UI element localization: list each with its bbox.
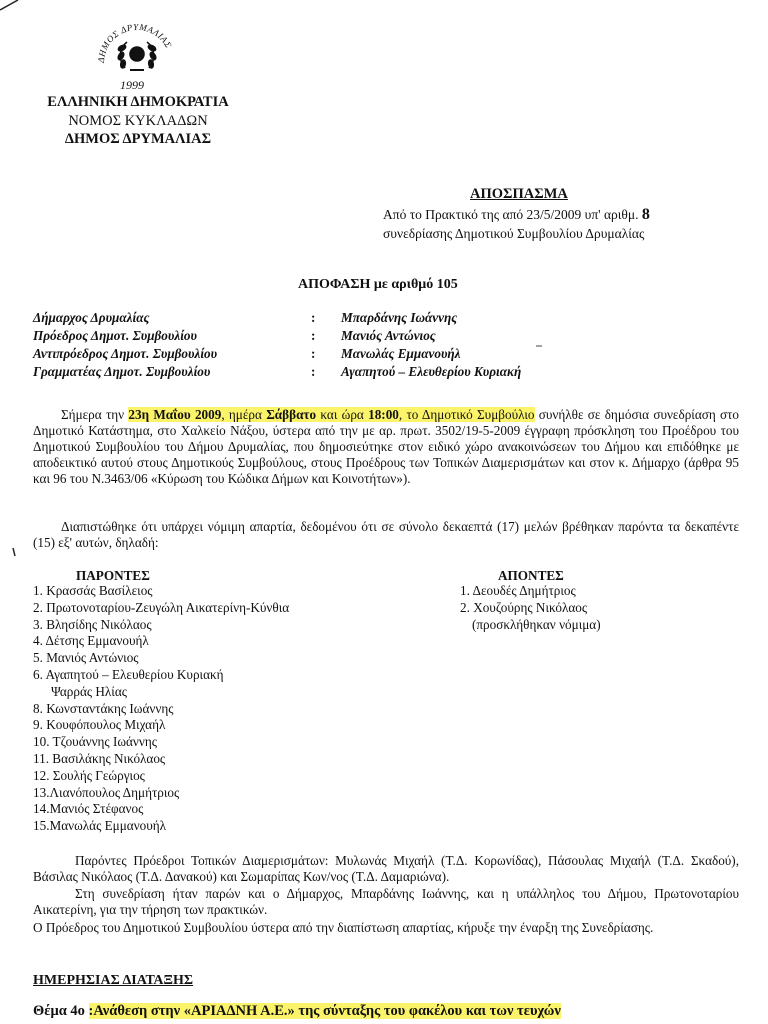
p1-text-c: και ώρα	[320, 407, 364, 422]
list-item: 6. Αγαπητού – Ελευθερίου Κυριακή	[33, 666, 224, 682]
list-item: 8. Κωνσταντάκης Ιωάννης	[33, 700, 174, 716]
decision-title: ΑΠΟΦΑΣΗ με αριθμό 105	[298, 277, 458, 292]
official-name: Αγαπητού – Ελευθερίου Κυριακή	[341, 364, 522, 379]
list-item: 4. Δέτσης Εμμανουήλ	[33, 633, 149, 649]
official-sep: :	[311, 328, 316, 343]
official-row	[33, 310, 739, 327]
presidents-paragraph: Παρόντες Πρόεδροι Τοπικών Διαμερισμάτων: Μυλωνάς Μιχαήλ (Τ.Δ. Κορωνίδας), Πάσουλας Μιχαήλ (Τ.Δ. Σκαδού), Βάσιλας Νικόλαος (Τ.Δ. Δανακού) και Σωμαρίπας Κων/νος (Τ.Δ. Δαμαριώνα).	[33, 853, 739, 884]
official-role: Αντιπρόεδρος Δημοτ. Συμβουλίου	[33, 346, 218, 361]
logo-year: 1999	[120, 78, 144, 92]
list-item: 2. Πρωτονοταρίου-Ζευγώλη Αικατερίνη-Κύνθια	[33, 599, 290, 615]
official-row	[33, 328, 739, 345]
official-role: Δήμαρχος Δρυμαλίας	[33, 310, 150, 325]
logo-arc-text: ΔΗΜΟΣ ΔΡΥΜΑΛΙΑΣ	[95, 21, 174, 64]
header-municipality: ΔΗΜΟΣ ΔΡΥΜΑΛΙΑΣ	[64, 131, 212, 147]
list-item: 1. Δεουδές Δημήτριος	[460, 583, 576, 598]
p1-text-a: Σήμερα την	[61, 407, 125, 422]
absent-header: ΑΠΟΝΤΕΣ	[498, 568, 564, 583]
list-item: 14.Μανιός Στέφανος	[33, 801, 144, 817]
laurel-wreath-icon	[117, 42, 157, 70]
p1-text-b: , ημέρα	[221, 407, 262, 422]
subject-text: :Ανάθεση στην «ΑΡΙΑΔΝΗ Α.Ε.» της σύνταξης του φακέλου και των τευχών	[88, 1003, 561, 1019]
session-time: 18:00	[368, 407, 399, 422]
list-item: 12. Σουλής Γεώργιος	[33, 767, 145, 783]
extract-line1	[383, 206, 650, 224]
list-item: 9. Κουφόπουλος Μιχαήλ	[33, 717, 166, 733]
official-sep: :	[311, 364, 316, 379]
official-name: Μανωλάς Εμμανουήλ	[341, 346, 461, 361]
present-header: ΠΑΡΟΝΤΕΣ	[76, 568, 150, 583]
agenda-subject	[33, 1003, 561, 1020]
official-sep: :	[311, 310, 316, 325]
attendance-paragraph: Στη συνεδρίαση ήταν παρών και ο Δήμαρχος, Μπαρδάνης Ιωάννης, και η υπάλληλος του Δήμου, Πρωτονοταρίου Αικατερίνη, για την τήρηση των πρακτικών.	[33, 886, 739, 917]
p1-text-d: , το Δημοτικό Συμβούλιο	[398, 407, 535, 422]
agenda-title: ΗΜΕΡΗΣΙΑΣ ΔΙΑΤΑΞΗΣ	[33, 973, 194, 988]
subject-label: Θέμα 4ο	[33, 1003, 85, 1019]
official-sep: :	[311, 346, 316, 361]
list-item: 5. Μανιός Αντώνιος	[33, 650, 139, 666]
official-row	[33, 346, 739, 363]
p1-text-rest: συνήλθε σε δημόσια συνεδρίαση στο Δημοτικό Κατάστημα, στο Χαλκείο Νάξου, ύστερα από την με αρ. πρωτ. 3502/19-5-2009 έγγραφη πρόσκληση του Προέδρου του Δημοτικού Συμβουλίου του Δήμου Δρυμαλίας, που δημοσιεύτηκε στον ειδικό χώρο ανακοινώσεων του Δήμου και επιδόθηκε με αποδεικτικό αυτού στους Δημοτικούς Συμβούλους, στους Προέδρους των Τοπικών Διαμερισμάτων και στον κ. Δήμαρχο (άρθρα 95 και 96 του Ν.3463/06 «Κύρωση του Κώδικα Δήμων και Κοινοτήτων»).	[33, 407, 740, 486]
list-item: 3. Βλησίδης Νικόλαος	[33, 616, 152, 632]
absent-list	[460, 583, 601, 633]
list-item: 2. Χουζούρης Νικόλαος	[460, 599, 588, 615]
quorum-paragraph: Διαπιστώθηκε ότι υπάρχει νόμιμη απαρτία, δεδομένου ότι σε σύνολο δεκαεπτά (17) μελών βρέθηκαν παρόντα τα δεκαπέντε (15) εξ' αυτών, δηλαδή:	[33, 519, 739, 550]
list-item: 15.Μανωλάς Εμμανουήλ	[33, 818, 167, 834]
official-row	[33, 364, 739, 381]
present-list	[33, 583, 289, 835]
extract-line1-text: Από το Πρακτικό της από 23/5/2009 υπ' αριθμ.	[383, 207, 639, 222]
session-day: Σάββατο	[266, 407, 317, 422]
session-paragraph	[33, 407, 739, 487]
list-item: 1. Κρασσάς Βασίλειος	[33, 583, 153, 598]
session-date: 23η Μαΐου 2009	[128, 407, 222, 422]
official-name: Μανιός Αντώνιος	[341, 328, 436, 343]
official-role: Γραμματέας Δημοτ. Συμβουλίου	[33, 364, 211, 379]
official-name: Μπαρδάνης Ιωάννης	[341, 310, 458, 325]
official-role: Πρόεδρος Δημοτ. Συμβουλίου	[33, 328, 197, 343]
opening-paragraph: Ο Πρόεδρος του Δημοτικού Συμβουλίου ύστερα από την διαπίστωση απαρτίας, κήρυξε την έναρξη της Συνεδρίασης.	[33, 920, 654, 935]
header-country: ΕΛΛΗΝΙΚΗ ΔΗΜΟΚΡΑΤΙΑ	[47, 94, 229, 110]
list-item: (προσκλήθηκαν νόμιμα)	[472, 616, 601, 632]
extract-line2: συνεδρίασης Δημοτικού Συμβουλίου Δρυμαλίας	[383, 226, 645, 241]
header-prefecture: ΝΟΜΟΣ ΚΥΚΛΑΔΩΝ	[68, 113, 208, 129]
list-item: 11. Βασιλάκης Νικόλαος	[33, 750, 166, 766]
extract-title: ΑΠΟΣΠΑΣΜΑ	[470, 186, 568, 202]
list-item: Ψαρράς Ηλίας	[51, 683, 127, 699]
list-item: 13.Λιανόπουλος Δημήτριος	[33, 784, 180, 800]
extract-number: 8	[641, 206, 650, 223]
list-item: 10. Τζουάννης Ιωάννης	[33, 734, 157, 750]
